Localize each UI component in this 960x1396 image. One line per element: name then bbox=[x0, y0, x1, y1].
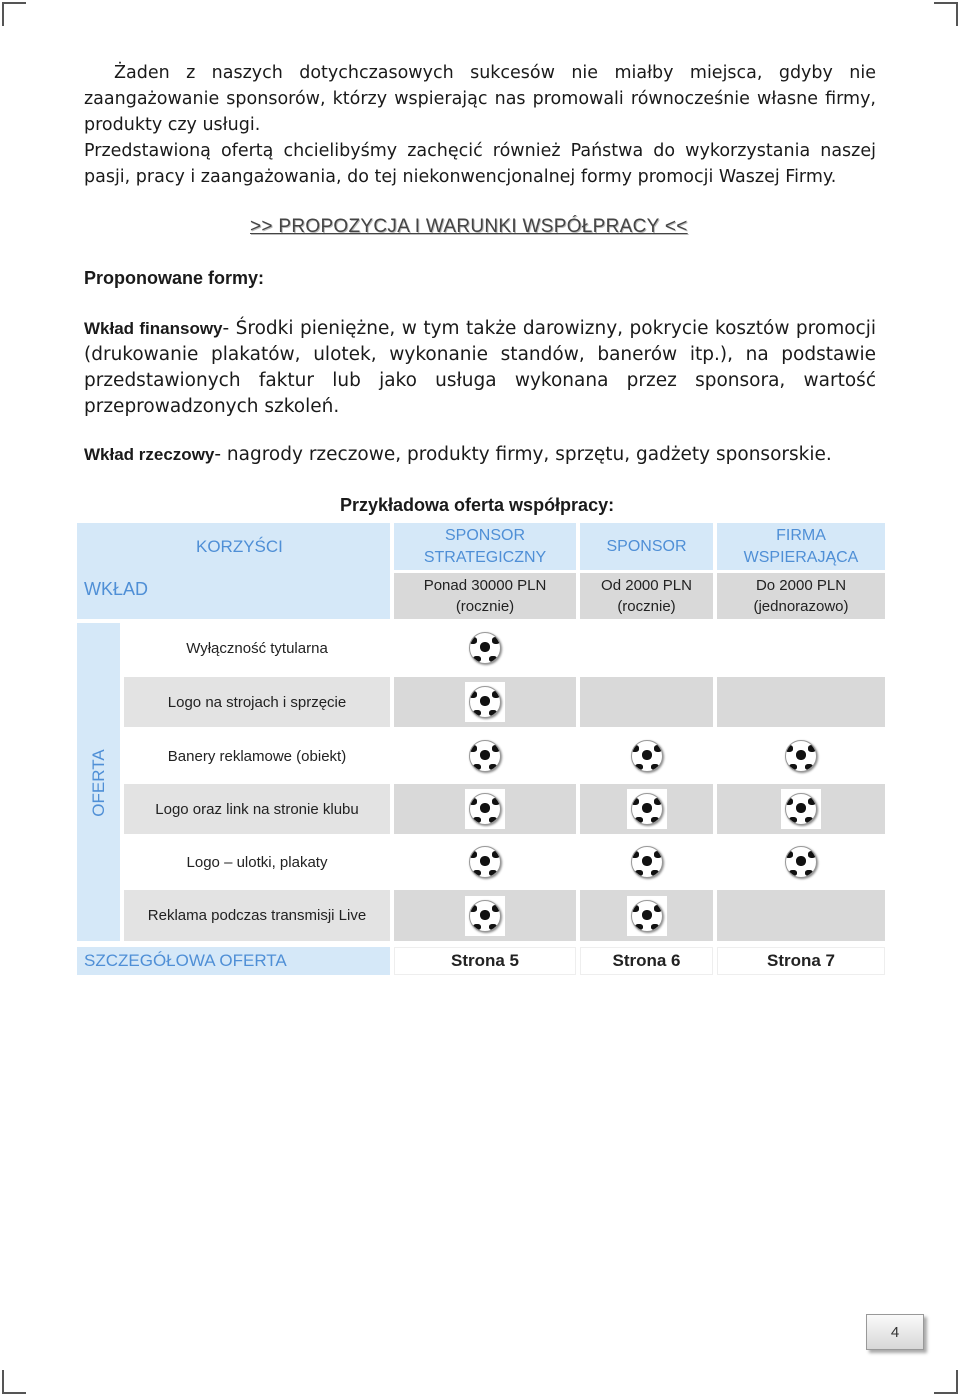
amount-strategic: Ponad 30000 PLN (rocznie) bbox=[394, 573, 576, 619]
table-row-label: Banery reklamowe (obiekt) bbox=[124, 731, 390, 781]
material-text: - nagrody rzeczowe, produkty firmy, sprzętu, gadżety sponsorskie. bbox=[214, 444, 832, 465]
page-ref-supporting: Strona 7 bbox=[717, 947, 885, 975]
page-ref-strategic: Strona 5 bbox=[394, 947, 576, 975]
detailed-offer-label: SZCZEGÓŁOWA OFERTA bbox=[77, 947, 390, 975]
intro-paragraph-2: Przedstawioną ofertą chcielibyśmy zachęcić również Państwa do wykorzystania naszej pasji, pracy i zaangażowania, do tej niekonwencjonalnej formy promocji Waszej Firmy. bbox=[84, 141, 876, 187]
forms-label: Proponowane formy: bbox=[84, 268, 265, 288]
financial-label: Wkład finansowy bbox=[84, 319, 223, 338]
table-row-label: Reklama podczas transmisji Live bbox=[124, 890, 390, 941]
soccer-ball-icon bbox=[394, 890, 576, 941]
column-header-sponsor: SPONSOR bbox=[580, 523, 713, 570]
frame-corner-top-left bbox=[2, 2, 26, 26]
column-header-strategic: SPONSOR STRATEGICZNY bbox=[394, 523, 576, 570]
soccer-ball-icon bbox=[717, 731, 885, 781]
table-cell bbox=[580, 677, 713, 727]
frame-corner-bottom-right bbox=[934, 1370, 958, 1394]
soccer-ball-icon bbox=[580, 784, 713, 834]
intro-paragraph-1: Żaden z naszych dotychczasowych sukcesów nie miałby miejsca, gdyby nie zaangażowanie sponsorów, którzy wspierając nas promowali równocześnie własne firmy, produkty czy usługi. bbox=[84, 63, 876, 135]
table-cell bbox=[717, 623, 885, 673]
material-label: Wkład rzeczowy bbox=[84, 445, 215, 464]
soccer-ball-icon bbox=[394, 837, 576, 887]
column-header-supporting: FIRMA WSPIERAJĄCA bbox=[717, 523, 885, 570]
soccer-ball-icon bbox=[717, 784, 885, 834]
frame-corner-top-right bbox=[934, 2, 958, 26]
table-title: Przykładowa oferta współpracy: bbox=[340, 495, 615, 515]
financial-text: - Środki pieniężne, w tym także darowizny, pokrycie kosztów promocji (drukowanie plakatów, ulotek, wykonanie standów, banerów itp.), na podstawie przedstawionych faktur lub jako usługa wykonana przez sponsora, wartość przeprowadzonych szkoleń. bbox=[84, 318, 876, 417]
table-cell bbox=[717, 890, 885, 941]
soccer-ball-icon bbox=[580, 731, 713, 781]
soccer-ball-icon bbox=[394, 623, 576, 673]
frame-corner-bottom-left bbox=[2, 1370, 26, 1394]
soccer-ball-icon bbox=[717, 837, 885, 887]
amount-sponsor: Od 2000 PLN (rocznie) bbox=[580, 573, 713, 619]
soccer-ball-icon bbox=[394, 731, 576, 781]
soccer-ball-icon bbox=[394, 677, 576, 727]
table-row-label: Logo oraz link na stronie klubu bbox=[124, 784, 390, 834]
table-cell bbox=[717, 677, 885, 727]
contribution-header: WKŁAD bbox=[84, 579, 149, 599]
benefits-header: KORZYŚCI bbox=[196, 537, 283, 556]
amount-supporting: Do 2000 PLN (jednorazowo) bbox=[717, 573, 885, 619]
table-row-label: Logo – ulotki, plakaty bbox=[124, 837, 390, 887]
soccer-ball-icon bbox=[580, 837, 713, 887]
offer-side-label: OFERTA bbox=[89, 749, 108, 817]
table-row-label: Logo na strojach i sprzęcie bbox=[124, 677, 390, 727]
page-number-box: 4 bbox=[866, 1314, 924, 1350]
soccer-ball-icon bbox=[580, 890, 713, 941]
financial-contribution bbox=[84, 316, 876, 420]
section-heading: >> PROPOZYCJA I WARUNKI WSPÓŁPRACY << bbox=[250, 216, 688, 237]
table-cell bbox=[580, 623, 713, 673]
soccer-ball-icon bbox=[394, 784, 576, 834]
page-ref-sponsor: Strona 6 bbox=[580, 947, 713, 975]
table-row-label: Wyłączność tytularna bbox=[124, 623, 390, 673]
material-contribution bbox=[84, 442, 876, 468]
